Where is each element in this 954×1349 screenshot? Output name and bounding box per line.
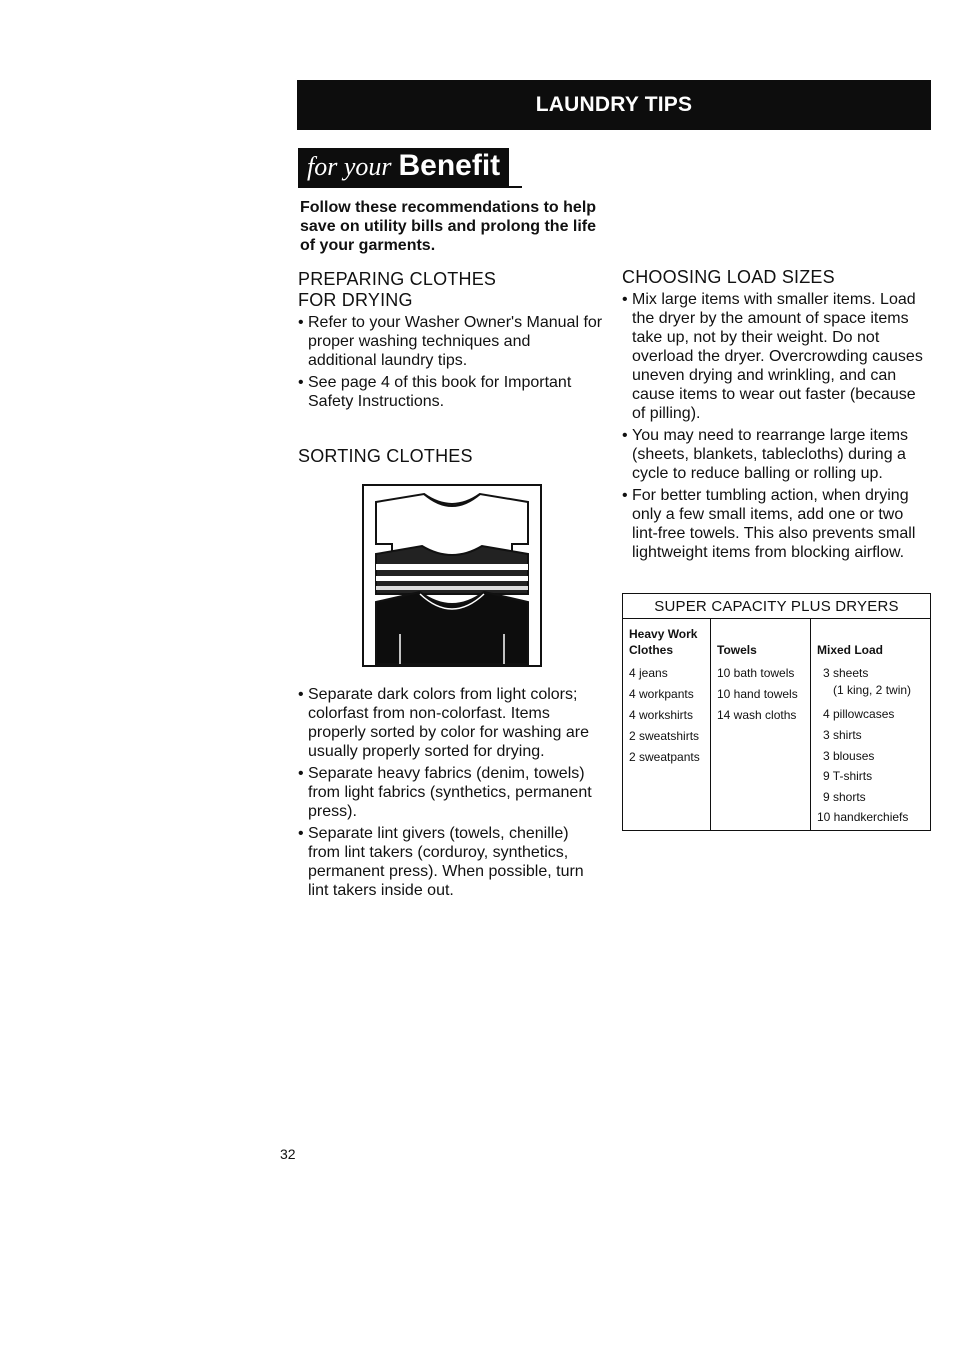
list-item: • Refer to your Washer Owner's Manual for proper washing techniques and additional laundry tips. <box>298 313 603 370</box>
column-header: Mixed Load <box>817 643 884 657</box>
list-item: • Mix large items with smaller items. Load the dryer by the amount of space items take up, not by their weight. Do not overload the dryer. Overcrowding causes uneven drying and wrinkling, and can cause items to wear out faster (because of pilling). <box>622 290 932 423</box>
column-header-line2: Clothes <box>629 643 674 657</box>
table-column-towels <box>711 619 811 830</box>
preparing-heading-line1: PREPARING CLOTHES <box>298 269 497 289</box>
list-item: • For better tumbling action, when drying only a few small items, add one or two lint-free towels. This also prevents small lightweight items from blocking airflow. <box>622 486 932 562</box>
list-item: • Separate lint givers (towels, chenille) from lint takers (corduroy, synthetics, permanent press). When possible, turn lint takers inside out. <box>298 824 603 900</box>
table-cell: 14 wash cloths <box>717 708 797 722</box>
table-cell: 2 sweatshirts <box>629 729 700 743</box>
section-header-bar <box>297 80 931 130</box>
table-cell: 10 handkerchiefs <box>817 810 909 824</box>
preparing-list <box>298 313 603 414</box>
list-item: • Separate heavy fabrics (denim, towels) from light fabrics (synthetics, permanent press). <box>298 764 603 821</box>
intro-text: Follow these recommendations to help save on utility bills and prolong the life of your garments. <box>300 199 597 254</box>
benefit-badge <box>298 148 509 187</box>
list-item: • See page 4 of this book for Important Safety Instructions. <box>298 373 603 411</box>
list-item: • You may need to rearrange large items (sheets, blankets, tablecloths) during a cycle to reduce balling or rolling up. <box>622 426 932 483</box>
table-column-heavy-work <box>623 619 711 830</box>
preparing-heading <box>298 269 598 311</box>
column-header: Towels <box>717 643 757 657</box>
table-cell: 3 blouses <box>823 749 875 763</box>
load-sizes-list <box>622 290 932 565</box>
capacity-table-title: SUPER CAPACITY PLUS DRYERS <box>623 594 930 619</box>
load-sizes-heading: CHOOSING LOAD SIZES <box>622 267 835 287</box>
table-column-mixed-load <box>811 619 931 830</box>
benefit-prefix: for your <box>307 152 392 181</box>
table-cell: 10 hand towels <box>717 687 798 701</box>
benefit-title: Benefit <box>398 149 501 182</box>
table-cell: 3 sheets <box>823 666 869 680</box>
table-cell: 3 shirts <box>823 728 862 742</box>
table-cell: 10 bath towels <box>717 666 795 680</box>
section-title: LAUNDRY TIPS <box>535 93 693 116</box>
table-cell: 4 workpants <box>629 687 694 701</box>
list-item: • Separate dark colors from light colors; colorfast from non-colorfast. Items properly sorted by color for washing are usually properly sorted for drying. <box>298 685 603 761</box>
table-cell: 4 pillowcases <box>823 707 895 721</box>
table-cell: 4 jeans <box>629 666 668 680</box>
table-cell: 4 workshirts <box>629 708 694 722</box>
table-cell: (1 king, 2 twin) <box>833 683 912 697</box>
table-cell: 9 shorts <box>823 790 866 804</box>
table-cell: 2 sweatpants <box>629 750 700 764</box>
benefit-underline <box>298 186 522 188</box>
column-header <box>629 626 697 658</box>
page-number: 32 <box>280 1146 296 1162</box>
preparing-heading-line2: FOR DRYING <box>298 290 413 310</box>
sorting-clothes-illustration <box>362 484 542 667</box>
table-cell: 9 T-shirts <box>823 769 873 783</box>
capacity-table <box>622 593 931 831</box>
sorting-heading: SORTING CLOTHES <box>298 446 473 466</box>
column-header-line1: Heavy Work <box>629 627 698 641</box>
sorting-list <box>298 685 603 903</box>
